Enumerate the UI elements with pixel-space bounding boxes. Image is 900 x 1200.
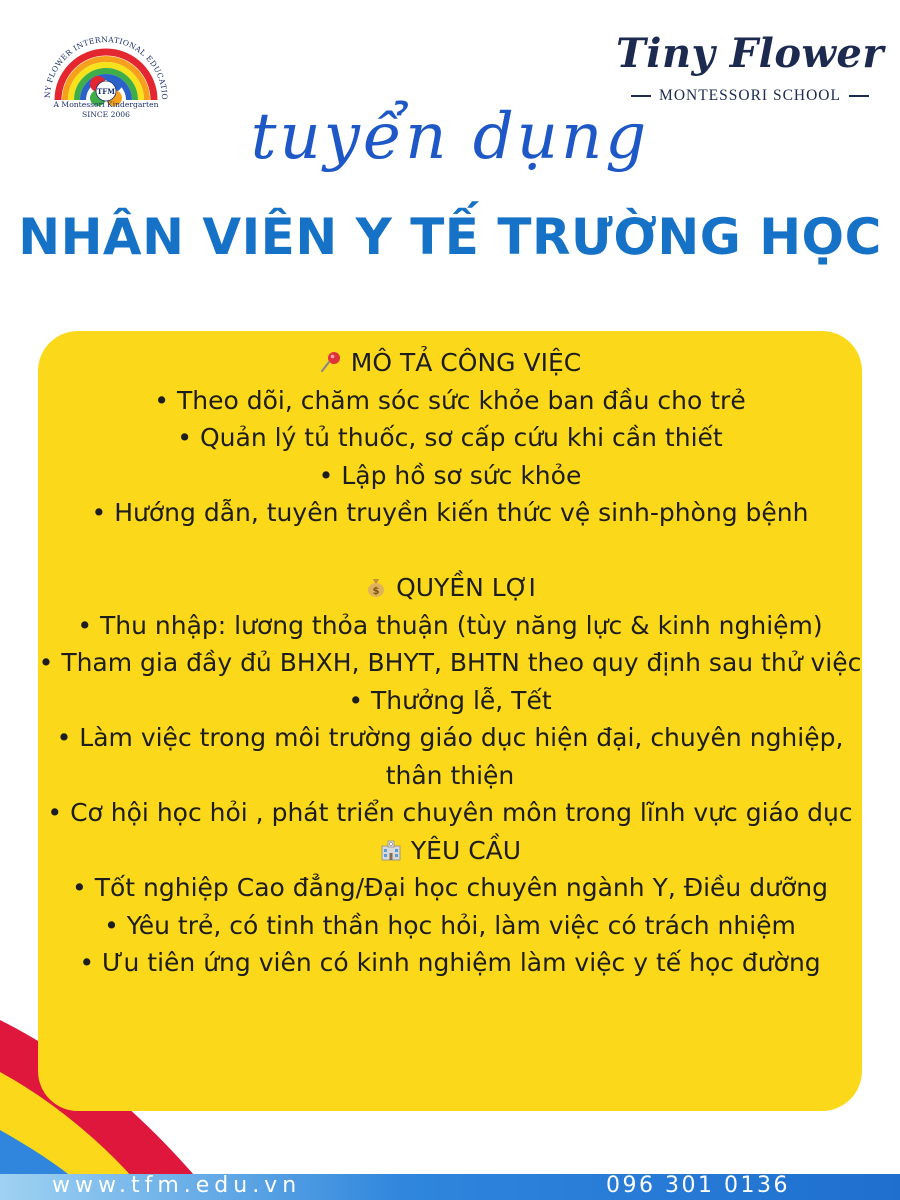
phone-number[interactable]: 096 301 0136: [606, 1173, 790, 1198]
section-heading-benefits: [38, 569, 862, 607]
list-item: • Hướng dẫn, tuyên truyền kiến thức vệ sinh-phòng bệnh: [91, 498, 809, 527]
heading-text: QUYỀN LỢI: [396, 573, 536, 602]
list-item: • Thu nhập: lương thỏa thuận (tùy năng lực & kinh nghiệm): [77, 610, 823, 640]
heading-text: MÔ TẢ CÔNG VIỆC: [350, 348, 582, 377]
pushpin-icon: [319, 350, 343, 374]
spacer: [38, 532, 862, 570]
svg-text:TFM: TFM: [97, 87, 115, 96]
list-item: • Tham gia đầy đủ BHXH, BHYT, BHTN theo quy định sau thử việc: [38, 648, 862, 677]
list-item: • Lập hồ sơ sức khỏe: [318, 460, 582, 490]
website-link[interactable]: www.tfm.edu.vn: [52, 1173, 302, 1198]
divider: [631, 95, 651, 97]
list-item: • Ưu tiên ứng viên có kinh nghiệm làm việc y tế học đường: [79, 948, 821, 977]
page-title: NHÂN VIÊN Y TẾ TRƯỜNG HỌC: [18, 208, 882, 266]
logo-arc-text: NY FLOWER INTERNATIONAL EDUCATIO: [42, 34, 170, 101]
section-heading-description: [38, 344, 862, 382]
script-title: tuyển dụng: [250, 100, 650, 174]
list-item: • Theo dõi, chăm sóc sức khỏe ban đầu cho trẻ: [154, 385, 746, 415]
list-item: • Yêu trẻ, có tinh thần học hỏi, làm việc có trách nhiệm: [104, 910, 796, 940]
list-item: • Thưởng lễ, Tết: [348, 685, 552, 715]
money-bag-icon: [364, 575, 388, 599]
section-heading-requirements: [38, 832, 862, 870]
logo-subtitle-line2: SINCE 2006: [82, 110, 130, 119]
list-item: • Cơ hội học hỏi , phát triển chuyên môn trong lĩnh vực giáo dục: [47, 798, 853, 827]
brand-name: Tiny Flower: [616, 30, 884, 77]
logo-subtitle-line1: A Montessori Kindergarten: [53, 100, 159, 109]
heading-text: YÊU CẦU: [410, 835, 522, 865]
job-details: [38, 344, 862, 982]
list-item: • Làm việc trong môi trường giáo dục hiện đại, chuyên nghiệp, thân thiện: [56, 723, 844, 790]
list-item: • Quản lý tủ thuốc, sơ cấp cứu khi cần thiết: [177, 423, 723, 452]
divider: [849, 95, 869, 97]
list-item: • Tốt nghiệp Cao đẳng/Đại học chuyên ngành Y, Điều dưỡng: [72, 873, 828, 902]
svg-text:$: $: [372, 586, 380, 597]
brand-subtitle-text: MONTESSORI SCHOOL: [659, 87, 841, 104]
school-building-icon: [379, 838, 403, 862]
